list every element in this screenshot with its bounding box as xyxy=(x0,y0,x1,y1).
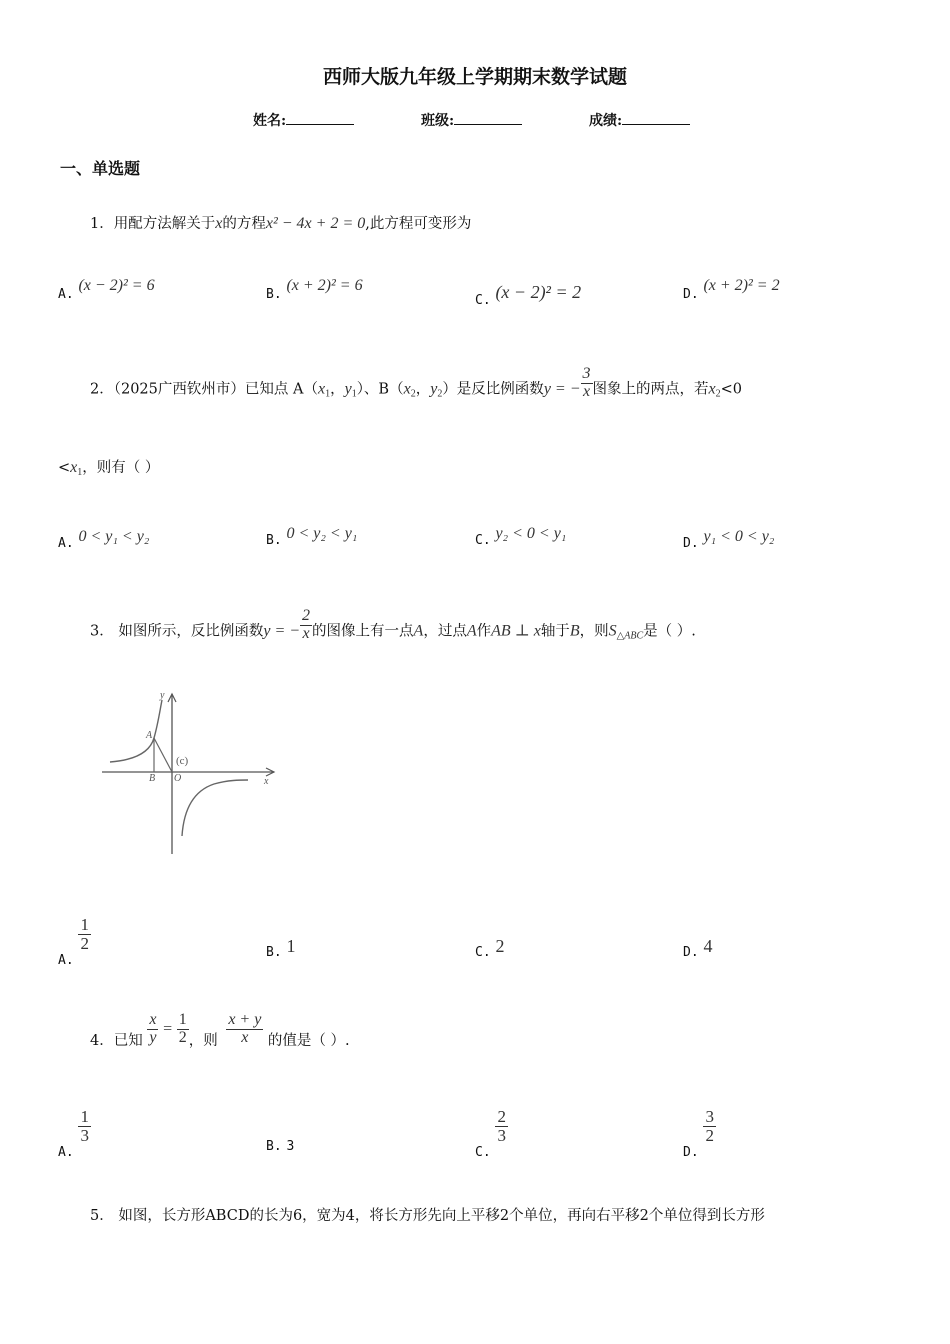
q2-function: y = − xyxy=(543,380,581,398)
q4-option-c[interactable]: C. $\frac{2}{3}$ xyxy=(475,1107,506,1161)
label-x: x xyxy=(264,776,269,787)
hyperbola-branch-lower-right xyxy=(182,780,248,836)
q2-option-d[interactable]: D. y₁ < 0 < y₂ xyxy=(683,528,775,551)
question-2: 2．（2025广西钦州市）已知点 $A(x_1$，$y_1$）、$B(x_2$，$y_2$）是反比例函数y = − $\frac{3}{x}$ 图象上的两点，若$x_2<0$ xyxy=(90,365,742,400)
label-a: A xyxy=(146,730,153,741)
q4-option-d[interactable]: D. $\frac{3}{2}$ xyxy=(683,1107,714,1161)
q1-option-b[interactable]: B. (x + 2)² = 6 xyxy=(266,277,363,302)
question-3: 3． 如图所示，反比例函数y = − $\frac{2}{x}$ 的图像上有一点A，过点A作AB ⊥ x轴于B，则$S_{\triangle ABC}$是（ ）. xyxy=(90,607,696,642)
q3-option-d[interactable]: D. 4 xyxy=(683,936,713,960)
label-c: (c) xyxy=(176,755,189,767)
question-5: 5． 如图，长方形ABCD的长为6，宽为4，将长方形先向上平移2个单位，再向右平移2个单位得到长方形 xyxy=(90,1208,765,1224)
q1-option-c[interactable]: C. (x − 2)² = 2 xyxy=(475,282,582,308)
page-title: 西师大版九年级上学期期末数学试题 xyxy=(322,66,627,88)
q1-equation: x² − 4x + 2 = 0 xyxy=(265,215,366,232)
class-blank[interactable] xyxy=(454,111,522,125)
q2-option-c[interactable]: C. y₂ < 0 < y₁ xyxy=(475,525,567,548)
q1-option-a[interactable]: A. (x − 2)² = 6 xyxy=(58,277,155,302)
name-label: 姓名: xyxy=(253,113,287,129)
q2-option-a[interactable]: A. 0 < y₁ < y₂ xyxy=(58,528,150,551)
label-o: O xyxy=(174,773,182,784)
q1-option-d[interactable]: D. (x + 2)² = 2 xyxy=(683,277,780,302)
section-heading: 一、单选题 xyxy=(60,159,141,178)
score-label: 成绩: xyxy=(589,113,623,129)
q3-option-c[interactable]: C. 2 xyxy=(475,936,505,960)
label-y: y xyxy=(160,690,165,701)
q4-option-b[interactable]: B. 3 xyxy=(266,1139,295,1154)
q3-option-a[interactable]: A. $\frac{1}{2}$ xyxy=(58,915,89,969)
label-b: B xyxy=(149,773,156,784)
class-label: 班级: xyxy=(421,113,455,129)
q2-option-b[interactable]: B. 0 < y₂ < y₁ xyxy=(266,525,358,548)
question-1: 1．用配方法解关于x的方程x² − 4x + 2 = 0,此方程可变形为 xyxy=(90,215,472,232)
q3-hyperbola-figure xyxy=(96,686,286,861)
name-blank[interactable] xyxy=(286,111,354,125)
question-4: 4．已知 $\frac{x}{y}$ = $\frac{1}{2}$ ，则 $\frac{x + y}{x}$ 的值是（ ）. xyxy=(90,1011,350,1050)
q3-function: y = − xyxy=(263,622,301,640)
score-blank[interactable] xyxy=(622,111,690,125)
question-2-line-2: $<x_1$，则有（ ） xyxy=(58,459,160,478)
segment-ac xyxy=(154,738,172,772)
q4-option-a[interactable]: A. $\frac{1}{3}$ xyxy=(58,1107,89,1161)
name-field xyxy=(253,110,354,130)
class-field xyxy=(421,110,522,130)
score-field xyxy=(589,110,690,130)
q3-option-b[interactable]: B. 1 xyxy=(266,936,296,960)
